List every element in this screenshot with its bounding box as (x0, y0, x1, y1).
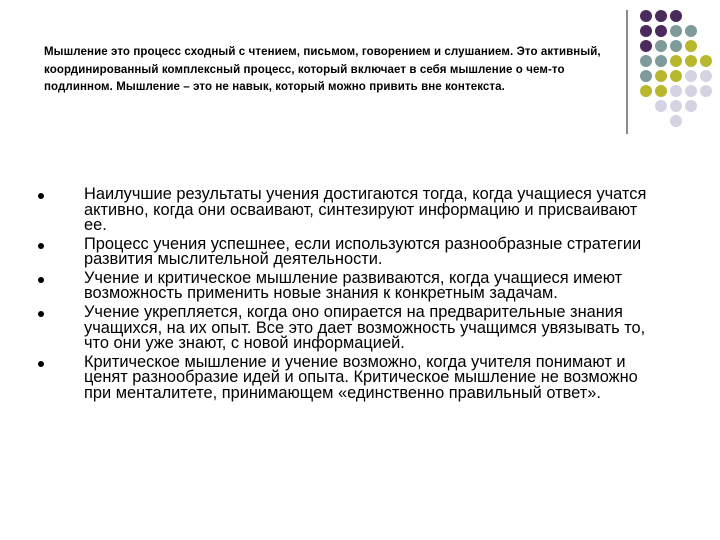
vertical-divider (626, 10, 628, 134)
decorative-dot (670, 70, 682, 82)
decorative-dot-grid (640, 10, 720, 120)
decorative-dot (640, 55, 652, 67)
bullet-point-icon (38, 277, 44, 283)
decorative-dot (655, 55, 667, 67)
bullet-text: Учение укрепляется, когда оно опирается на предварительные знания учащихся, на их опыт. Все это дает возможность учащимся увязывать то, что они уже знают, с новой информацией. (84, 303, 646, 353)
bullet-text: Критическое мышление и учение возможно, когда учителя понимают и ценят разнообразие идей и опыта. Критическое мышление не возможно при менталитете, принимающем «единственно правильный ответ». (84, 352, 638, 402)
decorative-dot (640, 70, 652, 82)
decorative-dot (670, 100, 682, 112)
bullet-point-icon (38, 243, 44, 249)
decorative-dot (685, 25, 697, 37)
decorative-dot (685, 85, 697, 97)
decorative-dot (685, 40, 697, 52)
intro-paragraph: Мышление это процесс сходный с чтением, письмом, говорением и слушанием. Это активный, координированный комплексный процесс, который включает в себя мышление о чем-то подлинном. Мышление – это не навык, который можно привить вне контекста. (44, 46, 601, 93)
bullet-item (0, 268, 654, 303)
decorative-dot (640, 85, 652, 97)
decorative-dot (655, 40, 667, 52)
bullet-point-icon (38, 361, 44, 367)
bullet-item (0, 187, 654, 234)
bullet-item (0, 352, 654, 402)
bullet-text: Процесс учения успешнее, если используются разнообразные стратегии развития мыслительной деятельности. (84, 234, 642, 269)
decorative-dot (655, 70, 667, 82)
decorative-dot (670, 85, 682, 97)
decorative-dot (640, 25, 652, 37)
decorative-dot (670, 10, 682, 22)
decorative-dot (685, 55, 697, 67)
decorative-dot (685, 100, 697, 112)
decorative-dot (655, 10, 667, 22)
bullet-text: Учение и критическое мышление развиваются, когда учащиеся имеют возможность применить новые знания к конкретным задачам. (84, 268, 623, 303)
bullet-item (0, 305, 654, 352)
decorative-dot (640, 10, 652, 22)
decorative-dot (670, 25, 682, 37)
decorative-dot (670, 115, 682, 127)
bullet-text: Наилучшие результаты учения достигаются тогда, когда учащиеся учатся активно, когда они осваивают, синтезируют информацию и присваивают ее. (84, 185, 647, 234)
decorative-dot (700, 55, 712, 67)
decorative-dot (670, 55, 682, 67)
decorative-dot (685, 70, 697, 82)
bullet-list (0, 187, 720, 404)
decorative-dot (655, 25, 667, 37)
decorative-dot (655, 100, 667, 112)
bullet-item (0, 234, 654, 269)
bullet-point-icon (38, 311, 44, 317)
decorative-dot (655, 85, 667, 97)
bullet-point-icon (38, 193, 44, 199)
decorative-dot (670, 40, 682, 52)
decorative-dot (700, 70, 712, 82)
decorative-dot (700, 85, 712, 97)
decorative-dot (640, 40, 652, 52)
